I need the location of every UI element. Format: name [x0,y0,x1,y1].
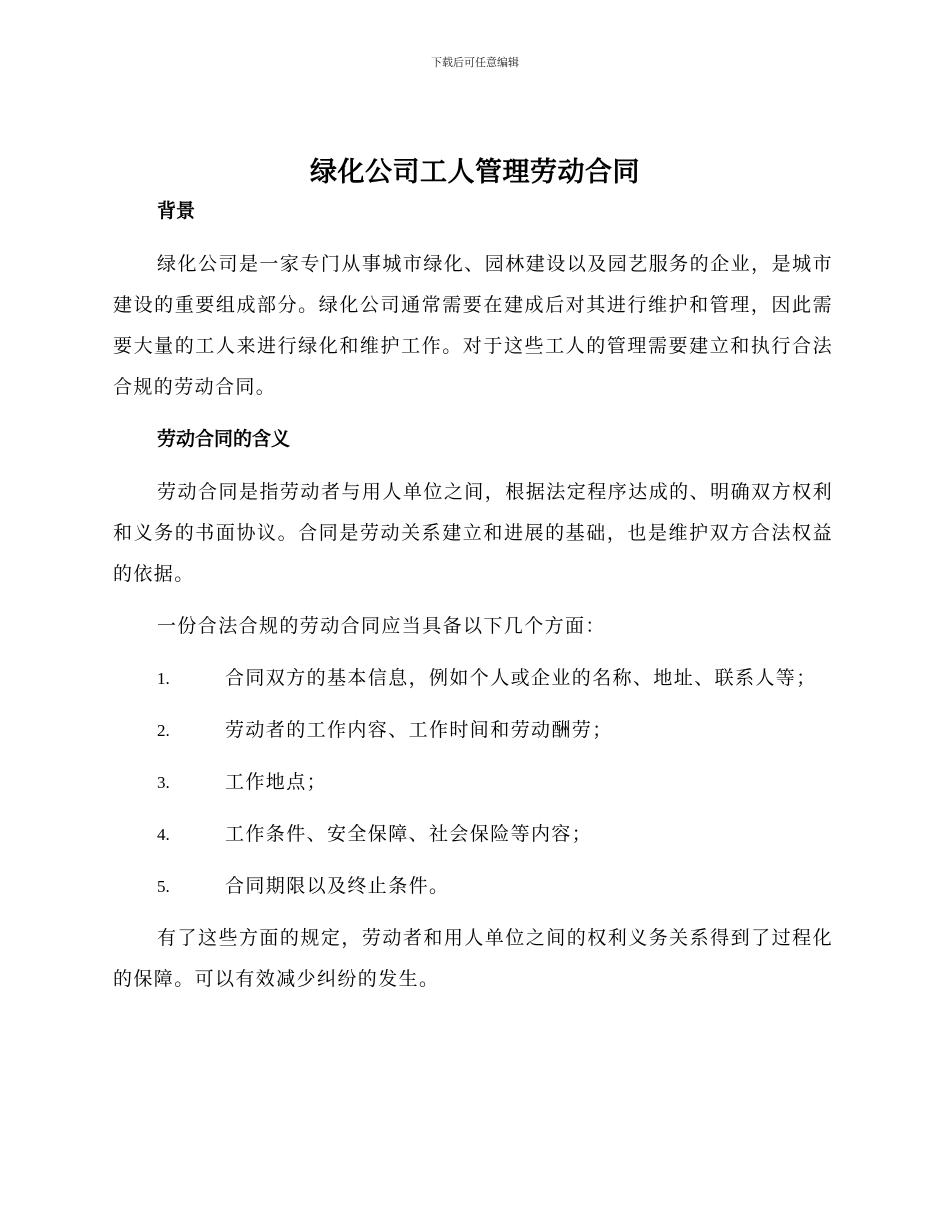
list-intro: 一份合法合规的劳动合同应当具备以下几个方面： [157,615,606,637]
list-item-text: 劳动者的工作内容、工作时间和劳动酬劳； [225,719,613,741]
document-title: 绿化公司工人管理劳动合同 [310,157,640,188]
list-item-number: 3. [157,773,170,792]
list-item-number: 4. [157,825,170,844]
list-item-text: 合同双方的基本信息，例如个人或企业的名称、地址、联系人等； [225,667,817,689]
list-item-number: 2. [157,721,170,740]
list-item [113,762,833,803]
conclusion-paragraph: 有了这些方面的规定，劳动者和用人单位之间的权利义务关系得到了过程化的保障。可以有效减少纠纷的发生。 [113,927,833,990]
section-heading-meaning: 劳动合同的含义 [157,428,291,450]
list-item [113,658,833,699]
list-item-text: 工作条件、安全保障、社会保险等内容； [225,823,593,845]
list-item [113,710,833,751]
list-item-text: 合同期限以及终止条件。 [225,875,450,897]
header-note: 下载后可任意编辑 [431,56,519,69]
list-item-text: 工作地点； [225,771,328,793]
list-item [113,866,833,907]
list-item-number: 5. [157,877,170,896]
section-heading-background: 背景 [157,200,196,222]
meaning-paragraph: 劳动合同是指劳动者与用人单位之间，根据法定程序达成的、明确双方权利和义务的书面协议。合同是劳动关系建立和进展的基础，也是维护双方合法权益的依据。 [113,481,833,585]
background-paragraph: 绿化公司是一家专门从事城市绿化、园林建设以及园艺服务的企业，是城市建设的重要组成部分。绿化公司通常需要在建成后对其进行维护和管理，因此需要大量的工人来进行绿化和维护工作。对于这些工人的管理需要建立和执行合法合规的劳动合同。 [113,253,833,398]
document-body [113,196,833,1000]
list-item-number: 1. [157,669,170,688]
list-item [113,814,833,855]
